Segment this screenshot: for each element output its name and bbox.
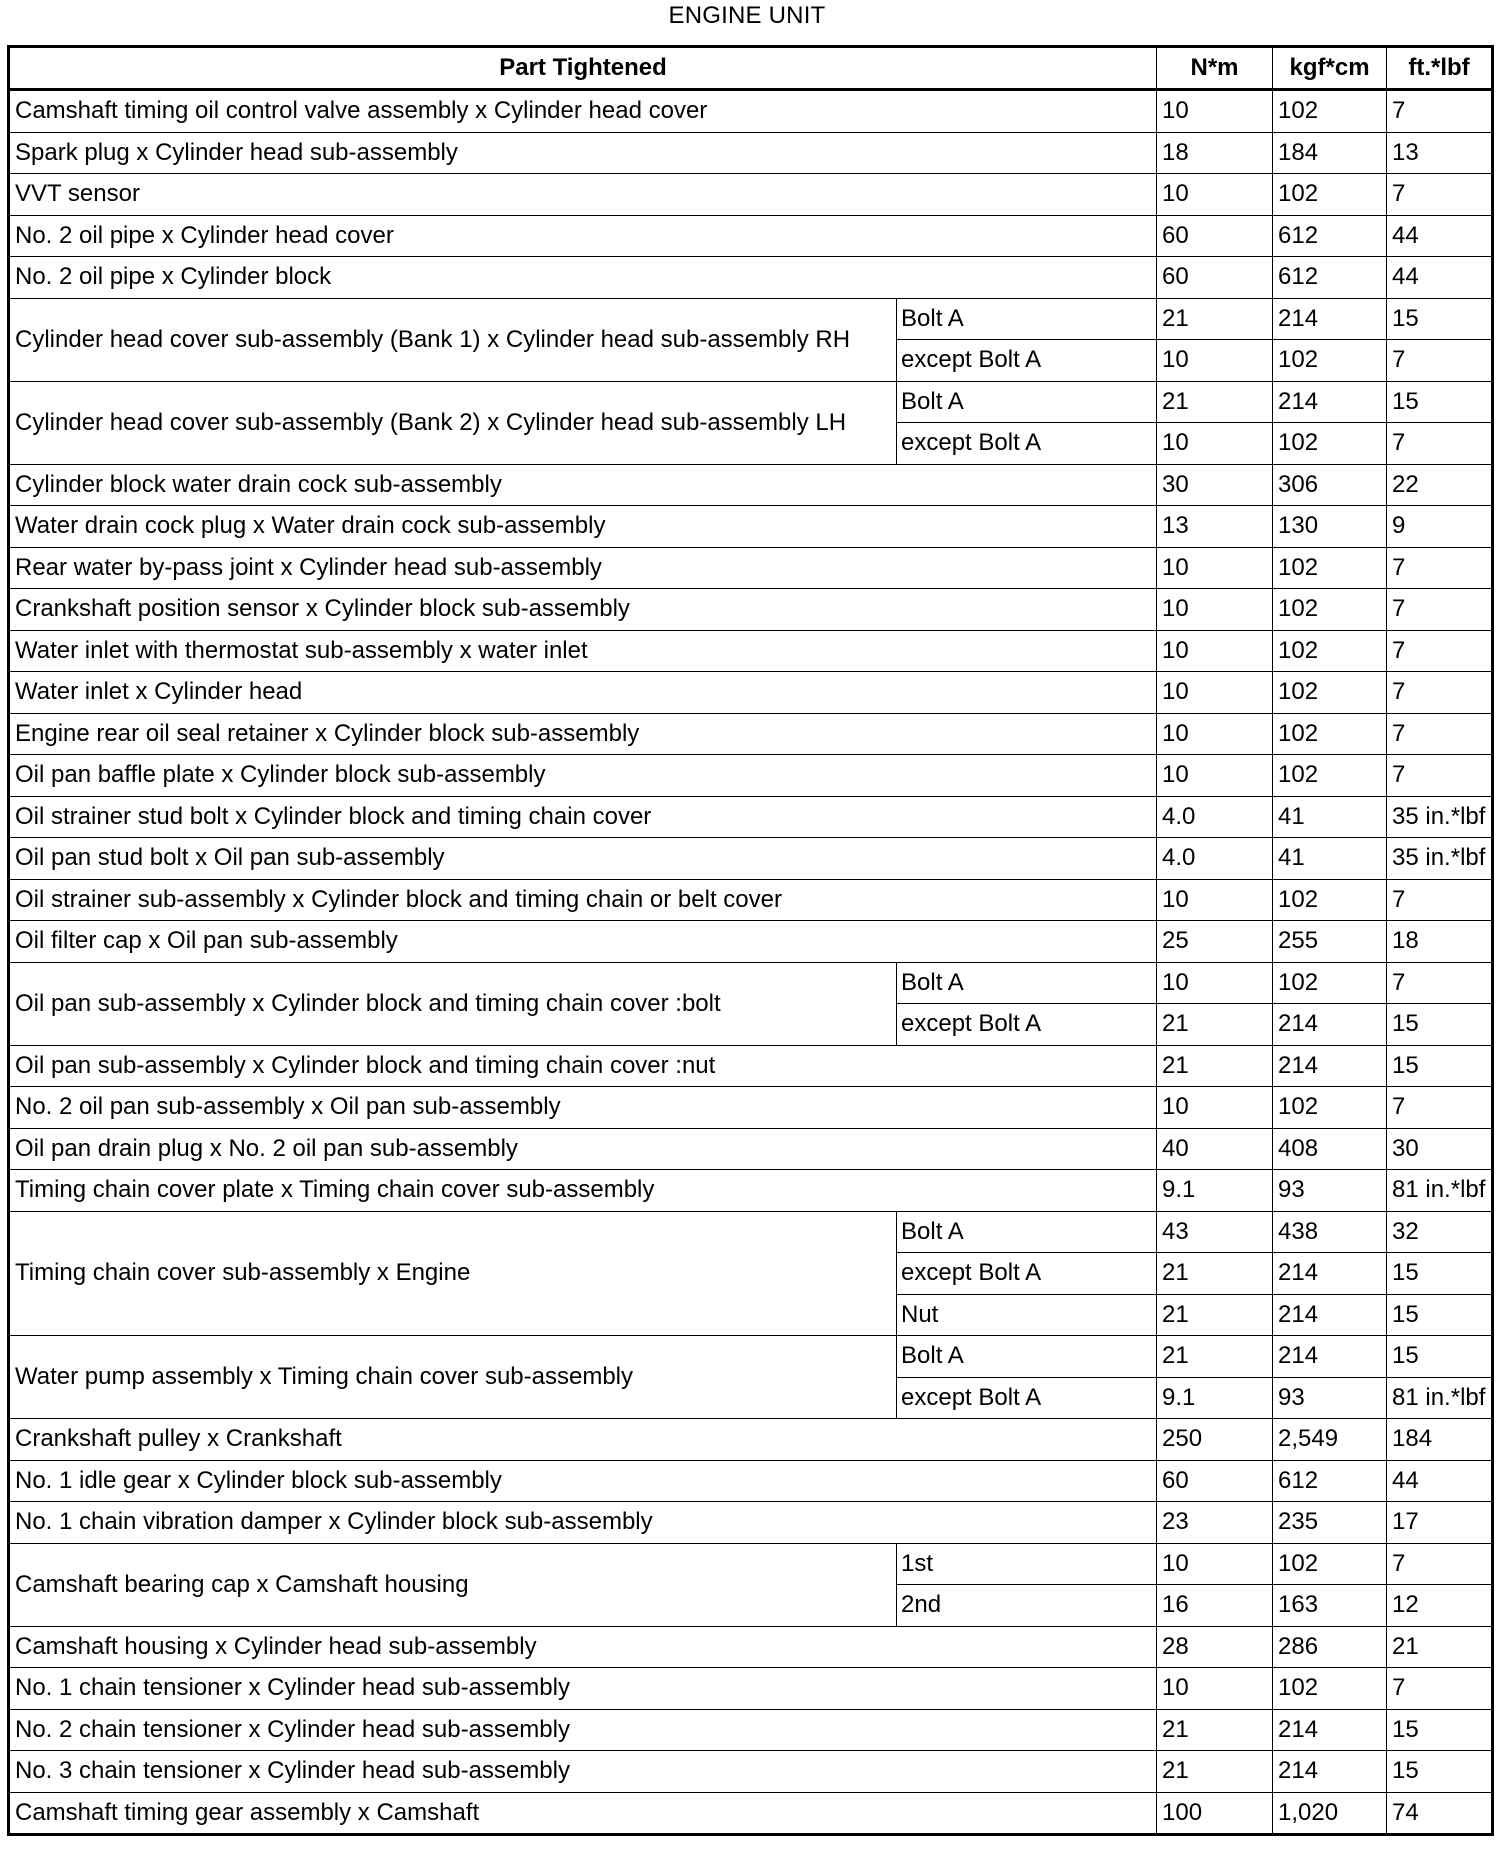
part-name-cell: Oil pan sub-assembly x Cylinder block and timing chain cover :bolt xyxy=(9,962,897,1045)
ftlbf-value-cell: 7 xyxy=(1387,713,1493,755)
ftlbf-value-cell: 44 xyxy=(1387,257,1493,299)
part-name-cell: Oil pan drain plug x No. 2 oil pan sub-assembly xyxy=(9,1128,1157,1170)
nm-value-cell: 21 xyxy=(1157,1709,1273,1751)
condition-cell: Bolt A xyxy=(897,1211,1157,1253)
ftlbf-value-cell: 184 xyxy=(1387,1419,1493,1461)
part-name-cell: Camshaft bearing cap x Camshaft housing xyxy=(9,1543,897,1626)
kgfcm-value-cell: 214 xyxy=(1273,1294,1387,1336)
ftlbf-value-cell: 15 xyxy=(1387,1709,1493,1751)
kgfcm-value-cell: 612 xyxy=(1273,257,1387,299)
nm-value-cell: 9.1 xyxy=(1157,1170,1273,1212)
ftlbf-value-cell: 9 xyxy=(1387,506,1493,548)
kgfcm-value-cell: 102 xyxy=(1273,713,1387,755)
kgfcm-value-cell: 102 xyxy=(1273,340,1387,382)
table-row xyxy=(9,1336,1493,1378)
part-name-cell: Spark plug x Cylinder head sub-assembly xyxy=(9,132,1157,174)
kgfcm-value-cell: 163 xyxy=(1273,1585,1387,1627)
table-row xyxy=(9,1543,1493,1585)
ftlbf-value-cell: 18 xyxy=(1387,921,1493,963)
nm-value-cell: 21 xyxy=(1157,1751,1273,1793)
nm-value-cell: 21 xyxy=(1157,1294,1273,1336)
table-row xyxy=(9,257,1493,299)
condition-cell: Nut xyxy=(897,1294,1157,1336)
kgfcm-value-cell: 102 xyxy=(1273,423,1387,465)
part-name-cell: Camshaft timing gear assembly x Camshaft xyxy=(9,1792,1157,1835)
kgfcm-value-cell: 408 xyxy=(1273,1128,1387,1170)
nm-value-cell: 10 xyxy=(1157,340,1273,382)
ftlbf-value-cell: 17 xyxy=(1387,1502,1493,1544)
table-row xyxy=(9,755,1493,797)
nm-value-cell: 10 xyxy=(1157,713,1273,755)
nm-value-cell: 25 xyxy=(1157,921,1273,963)
table-row xyxy=(9,1792,1493,1835)
ftlbf-value-cell: 81 in.*lbf xyxy=(1387,1170,1493,1212)
condition-cell: except Bolt A xyxy=(897,1377,1157,1419)
kgfcm-value-cell: 184 xyxy=(1273,132,1387,174)
kgfcm-value-cell: 102 xyxy=(1273,1668,1387,1710)
condition-cell: 1st xyxy=(897,1543,1157,1585)
ftlbf-value-cell: 7 xyxy=(1387,423,1493,465)
kgfcm-value-cell: 102 xyxy=(1273,755,1387,797)
nm-value-cell: 60 xyxy=(1157,1460,1273,1502)
table-row xyxy=(9,90,1493,133)
condition-cell: Bolt A xyxy=(897,962,1157,1004)
nm-value-cell: 18 xyxy=(1157,132,1273,174)
ftlbf-value-cell: 15 xyxy=(1387,1751,1493,1793)
ftlbf-value-cell: 15 xyxy=(1387,1336,1493,1378)
kgfcm-value-cell: 612 xyxy=(1273,215,1387,257)
kgfcm-value-cell: 102 xyxy=(1273,630,1387,672)
table-row xyxy=(9,1128,1493,1170)
ftlbf-value-cell: 7 xyxy=(1387,1543,1493,1585)
ftlbf-value-cell: 44 xyxy=(1387,1460,1493,1502)
table-row xyxy=(9,547,1493,589)
kgfcm-value-cell: 102 xyxy=(1273,174,1387,216)
part-name-cell: No. 2 oil pan sub-assembly x Oil pan sub-assembly xyxy=(9,1087,1157,1129)
condition-cell: 2nd xyxy=(897,1585,1157,1627)
header-part-tightened: Part Tightened xyxy=(9,47,1157,90)
nm-value-cell: 60 xyxy=(1157,215,1273,257)
condition-cell: Bolt A xyxy=(897,298,1157,340)
kgfcm-value-cell: 214 xyxy=(1273,1253,1387,1295)
kgfcm-value-cell: 214 xyxy=(1273,1004,1387,1046)
part-name-cell: No. 2 chain tensioner x Cylinder head sub-assembly xyxy=(9,1709,1157,1751)
condition-cell: Bolt A xyxy=(897,381,1157,423)
nm-value-cell: 28 xyxy=(1157,1626,1273,1668)
part-name-cell: Crankshaft pulley x Crankshaft xyxy=(9,1419,1157,1461)
kgfcm-value-cell: 93 xyxy=(1273,1170,1387,1212)
kgfcm-value-cell: 214 xyxy=(1273,1336,1387,1378)
part-name-cell: Camshaft timing oil control valve assembly x Cylinder head cover xyxy=(9,90,1157,133)
nm-value-cell: 30 xyxy=(1157,464,1273,506)
part-name-cell: Timing chain cover sub-assembly x Engine xyxy=(9,1211,897,1336)
ftlbf-value-cell: 12 xyxy=(1387,1585,1493,1627)
kgfcm-value-cell: 214 xyxy=(1273,381,1387,423)
table-row xyxy=(9,838,1493,880)
nm-value-cell: 10 xyxy=(1157,1543,1273,1585)
kgfcm-value-cell: 1,020 xyxy=(1273,1792,1387,1835)
table-row xyxy=(9,879,1493,921)
part-name-cell: No. 3 chain tensioner x Cylinder head sub-assembly xyxy=(9,1751,1157,1793)
table-row xyxy=(9,921,1493,963)
nm-value-cell: 10 xyxy=(1157,962,1273,1004)
table-row xyxy=(9,672,1493,714)
nm-value-cell: 4.0 xyxy=(1157,838,1273,880)
kgfcm-value-cell: 102 xyxy=(1273,547,1387,589)
table-row xyxy=(9,1170,1493,1212)
nm-value-cell: 10 xyxy=(1157,879,1273,921)
table-body xyxy=(9,90,1493,1835)
part-name-cell: Water drain cock plug x Water drain cock sub-assembly xyxy=(9,506,1157,548)
nm-value-cell: 10 xyxy=(1157,423,1273,465)
kgfcm-value-cell: 102 xyxy=(1273,90,1387,133)
ftlbf-value-cell: 35 in.*lbf xyxy=(1387,838,1493,880)
condition-cell: except Bolt A xyxy=(897,423,1157,465)
kgfcm-value-cell: 235 xyxy=(1273,1502,1387,1544)
nm-value-cell: 21 xyxy=(1157,381,1273,423)
kgfcm-value-cell: 102 xyxy=(1273,1543,1387,1585)
table-row xyxy=(9,298,1493,340)
ftlbf-value-cell: 15 xyxy=(1387,381,1493,423)
header-row xyxy=(9,47,1493,90)
kgfcm-value-cell: 214 xyxy=(1273,1709,1387,1751)
table-row xyxy=(9,1502,1493,1544)
part-name-cell: No. 2 oil pipe x Cylinder head cover xyxy=(9,215,1157,257)
table-row xyxy=(9,215,1493,257)
part-name-cell: No. 2 oil pipe x Cylinder block xyxy=(9,257,1157,299)
kgfcm-value-cell: 214 xyxy=(1273,1751,1387,1793)
header-ftlbf: ft.*lbf xyxy=(1387,47,1493,90)
ftlbf-value-cell: 15 xyxy=(1387,1045,1493,1087)
nm-value-cell: 10 xyxy=(1157,755,1273,797)
part-name-cell: Oil pan sub-assembly x Cylinder block and timing chain cover :nut xyxy=(9,1045,1157,1087)
table-row xyxy=(9,1211,1493,1253)
part-name-cell: Engine rear oil seal retainer x Cylinder block sub-assembly xyxy=(9,713,1157,755)
part-name-cell: No. 1 chain vibration damper x Cylinder block sub-assembly xyxy=(9,1502,1157,1544)
part-name-cell: No. 1 chain tensioner x Cylinder head sub-assembly xyxy=(9,1668,1157,1710)
ftlbf-value-cell: 74 xyxy=(1387,1792,1493,1835)
nm-value-cell: 21 xyxy=(1157,1004,1273,1046)
ftlbf-value-cell: 7 xyxy=(1387,630,1493,672)
table-row xyxy=(9,132,1493,174)
ftlbf-value-cell: 15 xyxy=(1387,1294,1493,1336)
part-name-cell: No. 1 idle gear x Cylinder block sub-assembly xyxy=(9,1460,1157,1502)
nm-value-cell: 9.1 xyxy=(1157,1377,1273,1419)
kgfcm-value-cell: 286 xyxy=(1273,1626,1387,1668)
ftlbf-value-cell: 15 xyxy=(1387,1253,1493,1295)
nm-value-cell: 10 xyxy=(1157,90,1273,133)
nm-value-cell: 40 xyxy=(1157,1128,1273,1170)
table-row xyxy=(9,962,1493,1004)
nm-value-cell: 13 xyxy=(1157,506,1273,548)
nm-value-cell: 250 xyxy=(1157,1419,1273,1461)
ftlbf-value-cell: 7 xyxy=(1387,1668,1493,1710)
ftlbf-value-cell: 7 xyxy=(1387,879,1493,921)
table-row xyxy=(9,589,1493,631)
table-row xyxy=(9,1087,1493,1129)
nm-value-cell: 4.0 xyxy=(1157,796,1273,838)
kgfcm-value-cell: 2,549 xyxy=(1273,1419,1387,1461)
table-row xyxy=(9,506,1493,548)
ftlbf-value-cell: 7 xyxy=(1387,547,1493,589)
kgfcm-value-cell: 130 xyxy=(1273,506,1387,548)
part-name-cell: Cylinder head cover sub-assembly (Bank 2) x Cylinder head sub-assembly LH xyxy=(9,381,897,464)
nm-value-cell: 10 xyxy=(1157,1668,1273,1710)
ftlbf-value-cell: 7 xyxy=(1387,755,1493,797)
table-row xyxy=(9,464,1493,506)
condition-cell: Bolt A xyxy=(897,1336,1157,1378)
nm-value-cell: 21 xyxy=(1157,298,1273,340)
kgfcm-value-cell: 214 xyxy=(1273,298,1387,340)
kgfcm-value-cell: 102 xyxy=(1273,962,1387,1004)
table-row xyxy=(9,1419,1493,1461)
kgfcm-value-cell: 93 xyxy=(1273,1377,1387,1419)
part-name-cell: Oil filter cap x Oil pan sub-assembly xyxy=(9,921,1157,963)
part-name-cell: Crankshaft position sensor x Cylinder block sub-assembly xyxy=(9,589,1157,631)
nm-value-cell: 60 xyxy=(1157,257,1273,299)
ftlbf-value-cell: 35 in.*lbf xyxy=(1387,796,1493,838)
document-title: ENGINE UNIT xyxy=(668,2,826,29)
condition-cell: except Bolt A xyxy=(897,1004,1157,1046)
part-name-cell: Camshaft housing x Cylinder head sub-assembly xyxy=(9,1626,1157,1668)
part-name-cell: Timing chain cover plate x Timing chain cover sub-assembly xyxy=(9,1170,1157,1212)
nm-value-cell: 21 xyxy=(1157,1336,1273,1378)
table-row xyxy=(9,713,1493,755)
part-name-cell: Cylinder block water drain cock sub-assembly xyxy=(9,464,1157,506)
part-name-cell: Oil pan baffle plate x Cylinder block sub-assembly xyxy=(9,755,1157,797)
nm-value-cell: 21 xyxy=(1157,1253,1273,1295)
table-row xyxy=(9,630,1493,672)
ftlbf-value-cell: 7 xyxy=(1387,174,1493,216)
table-row xyxy=(9,796,1493,838)
table-row xyxy=(9,1460,1493,1502)
part-name-cell: Rear water by-pass joint x Cylinder head sub-assembly xyxy=(9,547,1157,589)
nm-value-cell: 10 xyxy=(1157,630,1273,672)
torque-spec-table xyxy=(7,45,1494,1836)
kgfcm-value-cell: 306 xyxy=(1273,464,1387,506)
kgfcm-value-cell: 102 xyxy=(1273,879,1387,921)
ftlbf-value-cell: 7 xyxy=(1387,1087,1493,1129)
kgfcm-value-cell: 255 xyxy=(1273,921,1387,963)
condition-cell: except Bolt A xyxy=(897,340,1157,382)
header-nm: N*m xyxy=(1157,47,1273,90)
nm-value-cell: 21 xyxy=(1157,1045,1273,1087)
part-name-cell: Oil pan stud bolt x Oil pan sub-assembly xyxy=(9,838,1157,880)
ftlbf-value-cell: 30 xyxy=(1387,1128,1493,1170)
nm-value-cell: 43 xyxy=(1157,1211,1273,1253)
ftlbf-value-cell: 7 xyxy=(1387,589,1493,631)
nm-value-cell: 23 xyxy=(1157,1502,1273,1544)
condition-cell: except Bolt A xyxy=(897,1253,1157,1295)
part-name-cell: Cylinder head cover sub-assembly (Bank 1) x Cylinder head sub-assembly RH xyxy=(9,298,897,381)
nm-value-cell: 10 xyxy=(1157,672,1273,714)
table-row xyxy=(9,1709,1493,1751)
ftlbf-value-cell: 13 xyxy=(1387,132,1493,174)
ftlbf-value-cell: 15 xyxy=(1387,1004,1493,1046)
table-row xyxy=(9,381,1493,423)
ftlbf-value-cell: 7 xyxy=(1387,90,1493,133)
table-row xyxy=(9,1626,1493,1668)
ftlbf-value-cell: 21 xyxy=(1387,1626,1493,1668)
kgfcm-value-cell: 102 xyxy=(1273,1087,1387,1129)
kgfcm-value-cell: 102 xyxy=(1273,589,1387,631)
ftlbf-value-cell: 81 in.*lbf xyxy=(1387,1377,1493,1419)
part-name-cell: Oil strainer sub-assembly x Cylinder block and timing chain or belt cover xyxy=(9,879,1157,921)
part-name-cell: VVT sensor xyxy=(9,174,1157,216)
kgfcm-value-cell: 214 xyxy=(1273,1045,1387,1087)
part-name-cell: Water inlet x Cylinder head xyxy=(9,672,1157,714)
ftlbf-value-cell: 44 xyxy=(1387,215,1493,257)
kgfcm-value-cell: 41 xyxy=(1273,838,1387,880)
ftlbf-value-cell: 7 xyxy=(1387,962,1493,1004)
ftlbf-value-cell: 7 xyxy=(1387,672,1493,714)
kgfcm-value-cell: 102 xyxy=(1273,672,1387,714)
ftlbf-value-cell: 22 xyxy=(1387,464,1493,506)
header-kgfcm: kgf*cm xyxy=(1273,47,1387,90)
nm-value-cell: 16 xyxy=(1157,1585,1273,1627)
nm-value-cell: 100 xyxy=(1157,1792,1273,1835)
part-name-cell: Oil strainer stud bolt x Cylinder block and timing chain cover xyxy=(9,796,1157,838)
ftlbf-value-cell: 32 xyxy=(1387,1211,1493,1253)
kgfcm-value-cell: 438 xyxy=(1273,1211,1387,1253)
part-name-cell: Water pump assembly x Timing chain cover sub-assembly xyxy=(9,1336,897,1419)
ftlbf-value-cell: 15 xyxy=(1387,298,1493,340)
ftlbf-value-cell: 7 xyxy=(1387,340,1493,382)
table-row xyxy=(9,1751,1493,1793)
nm-value-cell: 10 xyxy=(1157,547,1273,589)
kgfcm-value-cell: 41 xyxy=(1273,796,1387,838)
nm-value-cell: 10 xyxy=(1157,174,1273,216)
nm-value-cell: 10 xyxy=(1157,1087,1273,1129)
table-row xyxy=(9,1668,1493,1710)
table-row xyxy=(9,174,1493,216)
nm-value-cell: 10 xyxy=(1157,589,1273,631)
part-name-cell: Water inlet with thermostat sub-assembly x water inlet xyxy=(9,630,1157,672)
kgfcm-value-cell: 612 xyxy=(1273,1460,1387,1502)
table-row xyxy=(9,1045,1493,1087)
